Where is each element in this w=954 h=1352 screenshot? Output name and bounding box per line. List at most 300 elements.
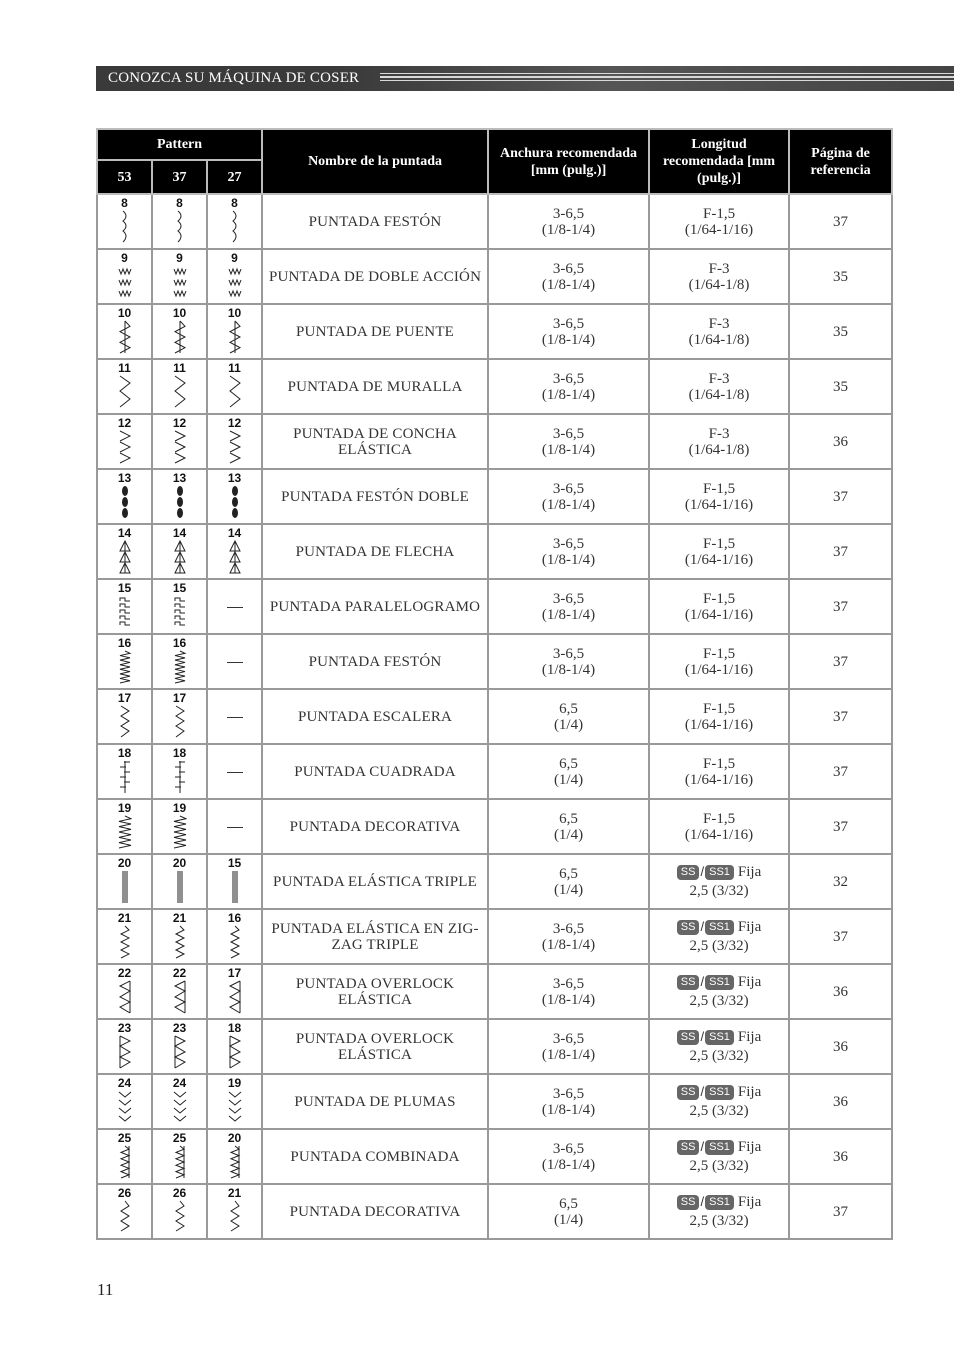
pattern-number: 11	[173, 361, 186, 375]
stitch-pattern-icon	[98, 485, 151, 519]
length-mm: F-3	[708, 315, 730, 332]
stitch-name: PUNTADA DECORATIVA	[262, 799, 488, 854]
stitch-name: PUNTADA COMBINADA	[262, 1129, 488, 1184]
pattern-number: 8	[121, 196, 128, 210]
pattern-number: 26	[172, 1186, 187, 1200]
length-cell	[649, 414, 789, 469]
pattern-number: 18	[117, 746, 132, 760]
pattern-number: 12	[117, 416, 132, 430]
header-page	[789, 129, 892, 194]
stitch-name: PUNTADA OVERLOCK ELÁSTICA	[262, 964, 488, 1019]
stitch-pattern-icon	[208, 980, 261, 1014]
length-mm: F-1,5	[702, 810, 736, 827]
stitch-pattern-icon	[153, 485, 206, 519]
pattern-number: 18	[227, 1021, 242, 1035]
stitch-name: PUNTADA ELÁSTICA TRIPLE	[262, 854, 488, 909]
pattern-number: 13	[227, 471, 242, 485]
length-mm: F-1,5	[702, 700, 736, 717]
stitch-pattern-icon	[208, 1200, 261, 1234]
pattern-number: 22	[172, 966, 187, 980]
pattern-number: 23	[117, 1021, 132, 1035]
table-row	[97, 304, 892, 359]
width-cell	[488, 744, 649, 799]
table-row	[97, 1184, 892, 1239]
stitch-pattern-icon	[208, 210, 261, 244]
length-inch: (1/64-1/8)	[688, 331, 750, 348]
length-cell	[649, 524, 789, 579]
stitch-pattern-icon	[98, 650, 151, 684]
length-cell	[649, 249, 789, 304]
length-mm: F-1,5	[702, 205, 736, 222]
ss-badge: SS	[677, 1140, 700, 1155]
length-inch: (1/64-1/8)	[688, 441, 750, 458]
stitch-name: PUNTADA DE DOBLE ACCIÓN	[262, 249, 488, 304]
width-inch: (1/8-1/4)	[541, 551, 596, 568]
ss1-badge: SS1	[705, 865, 734, 880]
stitch-pattern-icon	[98, 540, 151, 574]
pattern-number: 8	[231, 196, 238, 210]
stitch-name: PUNTADA DE MURALLA	[262, 359, 488, 414]
reference-page: 37	[789, 1184, 892, 1239]
ss-badge: SS	[677, 865, 700, 880]
length-cell: SS / SS1 Fija 2,5 (3/32)	[649, 1184, 789, 1239]
pattern-cell	[97, 579, 152, 634]
header-name: Nombre de la puntada	[262, 129, 488, 194]
width-inch: (1/8-1/4)	[541, 1046, 596, 1063]
width-mm: 3-6,5	[552, 480, 585, 497]
table-row	[97, 854, 892, 909]
dash-icon	[227, 662, 243, 663]
pattern-cell	[152, 359, 207, 414]
pattern-cell-empty	[207, 799, 262, 854]
reference-page: 37	[789, 524, 892, 579]
length-mm: F-3	[708, 370, 730, 387]
stitch-pattern-icon	[153, 870, 206, 904]
pattern-cell-empty	[207, 634, 262, 689]
table-row	[97, 469, 892, 524]
width-inch: (1/8-1/4)	[541, 606, 596, 623]
pattern-cell	[152, 1019, 207, 1074]
table-row	[97, 194, 892, 249]
length-cell	[649, 689, 789, 744]
pattern-cell	[152, 1129, 207, 1184]
pattern-cell-empty	[207, 744, 262, 799]
width-inch: (1/8-1/4)	[541, 441, 596, 458]
pattern-number: 24	[172, 1076, 187, 1090]
length-inch: (1/64-1/16)	[684, 496, 754, 513]
fixed-label: Fija	[737, 1194, 762, 1211]
ss1-badge: SS1	[705, 1140, 734, 1155]
stitch-pattern-icon	[98, 430, 151, 464]
header-length-text: Longitud recomendada [mm (pulg.)]	[662, 137, 776, 186]
dash-icon	[227, 827, 243, 828]
pattern-cell	[207, 469, 262, 524]
reference-page: 36	[789, 1019, 892, 1074]
pattern-number: 23	[172, 1021, 187, 1035]
pattern-cell	[97, 799, 152, 854]
width-mm: 6,5	[559, 1195, 578, 1212]
width-cell	[488, 414, 649, 469]
pattern-cell	[97, 359, 152, 414]
ss1-badge: SS1	[705, 1030, 734, 1045]
pattern-number: 16	[117, 636, 132, 650]
ss1-badge: SS1	[705, 920, 734, 935]
stitch-table	[96, 128, 893, 1240]
width-cell	[488, 1129, 649, 1184]
width-mm: 3-6,5	[552, 315, 585, 332]
stitch-pattern-icon	[153, 320, 206, 354]
width-cell	[488, 1074, 649, 1129]
dash-icon	[227, 717, 243, 718]
width-inch: (1/8-1/4)	[541, 276, 596, 293]
pattern-cell	[152, 689, 207, 744]
stitch-pattern-icon	[153, 980, 206, 1014]
width-inch: (1/8-1/4)	[541, 661, 596, 678]
pattern-number: 9	[121, 251, 128, 265]
pattern-number: 25	[172, 1131, 187, 1145]
stitch-pattern-icon	[208, 265, 261, 299]
pattern-cell	[152, 634, 207, 689]
stitch-pattern-icon	[153, 705, 206, 739]
pattern-cell	[152, 964, 207, 1019]
pattern-number: 10	[227, 306, 242, 320]
reference-page: 36	[789, 964, 892, 1019]
stitch-pattern-icon	[98, 815, 151, 849]
width-inch: (1/4)	[553, 881, 584, 898]
length-inch: (1/64-1/16)	[684, 826, 754, 843]
length-cell: SS / SS1 Fija 2,5 (3/32)	[649, 964, 789, 1019]
pattern-cell	[97, 304, 152, 359]
fixed-label: Fija	[737, 1139, 762, 1156]
stitch-pattern-icon	[98, 265, 151, 299]
width-cell	[488, 854, 649, 909]
pattern-cell	[207, 1184, 262, 1239]
stitch-pattern-icon	[208, 1035, 261, 1069]
width-mm: 3-6,5	[552, 370, 585, 387]
stitch-pattern-icon	[153, 650, 206, 684]
width-cell	[488, 964, 649, 1019]
width-cell	[488, 194, 649, 249]
pattern-number: 24	[117, 1076, 132, 1090]
pattern-number: 13	[117, 471, 132, 485]
width-inch: (1/8-1/4)	[541, 1101, 596, 1118]
ss-badge: SS	[677, 920, 700, 935]
table-row	[97, 689, 892, 744]
pattern-cell	[152, 909, 207, 964]
width-cell	[488, 1184, 649, 1239]
width-mm: 3-6,5	[552, 425, 585, 442]
stitch-pattern-icon	[153, 925, 206, 959]
stitch-name: PUNTADA ELÁSTICA EN ZIG-ZAG TRIPLE	[262, 909, 488, 964]
stitch-pattern-icon	[153, 375, 206, 409]
length-cell	[649, 359, 789, 414]
stitch-name: PUNTADA DE FLECHA	[262, 524, 488, 579]
pattern-cell-empty	[207, 579, 262, 634]
stitch-pattern-icon	[208, 540, 261, 574]
ss-badge: SS	[677, 1030, 700, 1045]
pattern-cell	[97, 854, 152, 909]
reference-page: 35	[789, 304, 892, 359]
length-cell: SS / SS1 Fija 2,5 (3/32)	[649, 1074, 789, 1129]
fixed-label: Fija	[737, 864, 762, 881]
ss1-badge: SS1	[705, 1085, 734, 1100]
width-mm: 6,5	[559, 865, 578, 882]
stitch-pattern-icon	[153, 1090, 206, 1124]
table-row	[97, 359, 892, 414]
length-value: 2,5 (3/32)	[689, 938, 749, 955]
pattern-cell	[152, 414, 207, 469]
dash-icon	[227, 607, 243, 608]
pattern-cell	[97, 964, 152, 1019]
fixed-label: Fija	[737, 919, 762, 936]
length-inch: (1/64-1/8)	[688, 386, 750, 403]
stitch-name: PUNTADA DE PLUMAS	[262, 1074, 488, 1129]
width-cell	[488, 634, 649, 689]
pattern-cell	[152, 1074, 207, 1129]
reference-page: 36	[789, 1074, 892, 1129]
width-mm: 3-6,5	[552, 1140, 585, 1157]
pattern-cell-empty	[207, 689, 262, 744]
table-row	[97, 414, 892, 469]
pattern-cell	[152, 304, 207, 359]
width-mm: 6,5	[559, 755, 578, 772]
stitch-pattern-icon	[98, 980, 151, 1014]
ss1-badge: SS1	[705, 1195, 734, 1210]
pattern-cell	[152, 249, 207, 304]
pattern-cell	[97, 1019, 152, 1074]
reference-page: 37	[789, 799, 892, 854]
length-cell	[649, 634, 789, 689]
pattern-number: 16	[172, 636, 187, 650]
pattern-cell	[207, 359, 262, 414]
length-value: 2,5 (3/32)	[689, 1103, 749, 1120]
pattern-number: 18	[172, 746, 187, 760]
dash-icon	[227, 772, 243, 773]
pattern-number: 19	[117, 801, 132, 815]
pattern-cell	[97, 1074, 152, 1129]
pattern-cell	[152, 854, 207, 909]
pattern-number: 25	[117, 1131, 132, 1145]
pattern-cell	[152, 799, 207, 854]
pattern-cell	[152, 194, 207, 249]
pattern-number: 22	[117, 966, 132, 980]
table-row	[97, 634, 892, 689]
width-cell	[488, 579, 649, 634]
pattern-cell	[97, 634, 152, 689]
pattern-cell	[97, 524, 152, 579]
width-cell	[488, 1019, 649, 1074]
width-inch: (1/8-1/4)	[541, 1156, 596, 1173]
stitch-name: PUNTADA FESTÓN	[262, 634, 488, 689]
width-mm: 3-6,5	[552, 645, 585, 662]
header-model-53: 53	[97, 160, 152, 194]
reference-page: 37	[789, 634, 892, 689]
length-inch: (1/64-1/16)	[684, 551, 754, 568]
stitch-name: PUNTADA FESTÓN	[262, 194, 488, 249]
pattern-number: 13	[172, 471, 187, 485]
pattern-cell	[207, 909, 262, 964]
stitch-pattern-icon	[153, 1145, 206, 1179]
width-mm: 3-6,5	[552, 975, 585, 992]
length-mm: F-3	[708, 260, 730, 277]
stitch-name: PUNTADA PARALELOGRAMO	[262, 579, 488, 634]
table-body	[97, 194, 892, 1239]
length-cell	[649, 799, 789, 854]
width-inch: (1/8-1/4)	[541, 496, 596, 513]
stitch-name: PUNTADA DE CONCHA ELÁSTICA	[262, 414, 488, 469]
stitch-pattern-icon	[98, 210, 151, 244]
page-number: 11	[97, 1280, 114, 1299]
stitch-pattern-icon	[208, 1090, 261, 1124]
width-cell	[488, 909, 649, 964]
width-mm: 3-6,5	[552, 205, 585, 222]
ss-badge: SS	[677, 1085, 700, 1100]
stitch-pattern-icon	[208, 1145, 261, 1179]
stitch-pattern-icon	[98, 1090, 151, 1124]
stitch-pattern-icon	[153, 1200, 206, 1234]
length-cell: SS / SS1 Fija 2,5 (3/32)	[649, 854, 789, 909]
reference-page: 37	[789, 744, 892, 799]
stitch-pattern-icon	[98, 320, 151, 354]
table-row	[97, 1074, 892, 1129]
length-cell: SS / SS1 Fija 2,5 (3/32)	[649, 1129, 789, 1184]
width-inch: (1/4)	[553, 771, 584, 788]
length-inch: (1/64-1/16)	[684, 606, 754, 623]
stitch-pattern-icon	[153, 210, 206, 244]
length-inch: (1/64-1/16)	[684, 221, 754, 238]
length-inch: (1/64-1/16)	[684, 771, 754, 788]
width-inch: (1/4)	[553, 826, 584, 843]
pattern-number: 8	[176, 196, 183, 210]
pattern-number: 20	[172, 856, 187, 870]
stitch-pattern-icon	[98, 870, 151, 904]
pattern-cell	[97, 194, 152, 249]
stitch-pattern-icon	[98, 375, 151, 409]
stitch-name: PUNTADA DECORATIVA	[262, 1184, 488, 1239]
reference-page: 37	[789, 689, 892, 744]
stitch-pattern-icon	[153, 265, 206, 299]
reference-page: 36	[789, 414, 892, 469]
pattern-cell	[207, 1019, 262, 1074]
stitch-pattern-icon	[208, 485, 261, 519]
ss1-badge: SS1	[705, 975, 734, 990]
stitch-name: PUNTADA CUADRADA	[262, 744, 488, 799]
table-row	[97, 579, 892, 634]
pattern-number: 14	[227, 526, 242, 540]
reference-page: 37	[789, 579, 892, 634]
width-inch: (1/8-1/4)	[541, 991, 596, 1008]
stitch-pattern-icon	[98, 1145, 151, 1179]
pattern-cell	[207, 854, 262, 909]
pattern-number: 9	[231, 251, 238, 265]
pattern-cell	[207, 194, 262, 249]
length-value: 2,5 (3/32)	[689, 1158, 749, 1175]
reference-page: 35	[789, 359, 892, 414]
pattern-number: 14	[117, 526, 132, 540]
width-cell	[488, 359, 649, 414]
stitch-pattern-icon	[208, 430, 261, 464]
table-row	[97, 1129, 892, 1184]
stitch-pattern-icon	[98, 760, 151, 794]
table-row	[97, 1019, 892, 1074]
width-mm: 3-6,5	[552, 1030, 585, 1047]
width-cell	[488, 799, 649, 854]
reference-page: 36	[789, 1129, 892, 1184]
reference-page: 37	[789, 194, 892, 249]
stitch-name: PUNTADA DE PUENTE	[262, 304, 488, 359]
pattern-cell	[97, 469, 152, 524]
width-cell	[488, 524, 649, 579]
ss-badge: SS	[677, 1195, 700, 1210]
pattern-number: 20	[227, 1131, 242, 1145]
pattern-cell	[97, 1184, 152, 1239]
width-mm: 6,5	[559, 700, 578, 717]
width-mm: 3-6,5	[552, 920, 585, 937]
pattern-number: 21	[117, 911, 132, 925]
stitch-pattern-icon	[153, 430, 206, 464]
fixed-label: Fija	[737, 1084, 762, 1101]
pattern-cell	[152, 469, 207, 524]
pattern-cell	[97, 689, 152, 744]
pattern-number: 16	[227, 911, 242, 925]
header-page-text: Página de referencia	[810, 145, 871, 178]
pattern-cell	[207, 1129, 262, 1184]
length-mm: F-3	[708, 425, 730, 442]
width-cell	[488, 469, 649, 524]
pattern-cell	[152, 744, 207, 799]
length-cell	[649, 579, 789, 634]
pattern-number: 15	[227, 856, 242, 870]
width-mm: 3-6,5	[552, 590, 585, 607]
pattern-cell	[97, 1129, 152, 1184]
stitch-pattern-icon	[153, 1035, 206, 1069]
pattern-number: 12	[227, 416, 242, 430]
header-decorative-lines	[380, 73, 954, 83]
length-cell	[649, 744, 789, 799]
reference-page: 32	[789, 854, 892, 909]
length-mm: F-1,5	[702, 755, 736, 772]
reference-page: 35	[789, 249, 892, 304]
width-mm: 3-6,5	[552, 260, 585, 277]
reference-page: 37	[789, 469, 892, 524]
pattern-cell	[97, 249, 152, 304]
pattern-cell	[97, 414, 152, 469]
pattern-cell	[207, 249, 262, 304]
header-model-37: 37	[152, 160, 207, 194]
width-cell	[488, 249, 649, 304]
width-mm: 3-6,5	[552, 1085, 585, 1102]
length-inch: (1/64-1/8)	[688, 276, 750, 293]
table-row	[97, 909, 892, 964]
width-inch: (1/8-1/4)	[541, 331, 596, 348]
pattern-number: 17	[227, 966, 242, 980]
width-inch: (1/8-1/4)	[541, 386, 596, 403]
header-width	[488, 129, 649, 194]
pattern-cell	[207, 414, 262, 469]
pattern-cell	[207, 1074, 262, 1129]
pattern-number: 14	[172, 526, 187, 540]
pattern-cell	[97, 909, 152, 964]
pattern-cell	[207, 964, 262, 1019]
pattern-number: 20	[117, 856, 132, 870]
length-inch: (1/64-1/16)	[684, 716, 754, 733]
pattern-cell	[152, 1184, 207, 1239]
section-header	[96, 66, 954, 91]
table-row	[97, 799, 892, 854]
pattern-number: 11	[118, 361, 131, 375]
stitch-name: PUNTADA ESCALERA	[262, 689, 488, 744]
pattern-cell	[152, 524, 207, 579]
